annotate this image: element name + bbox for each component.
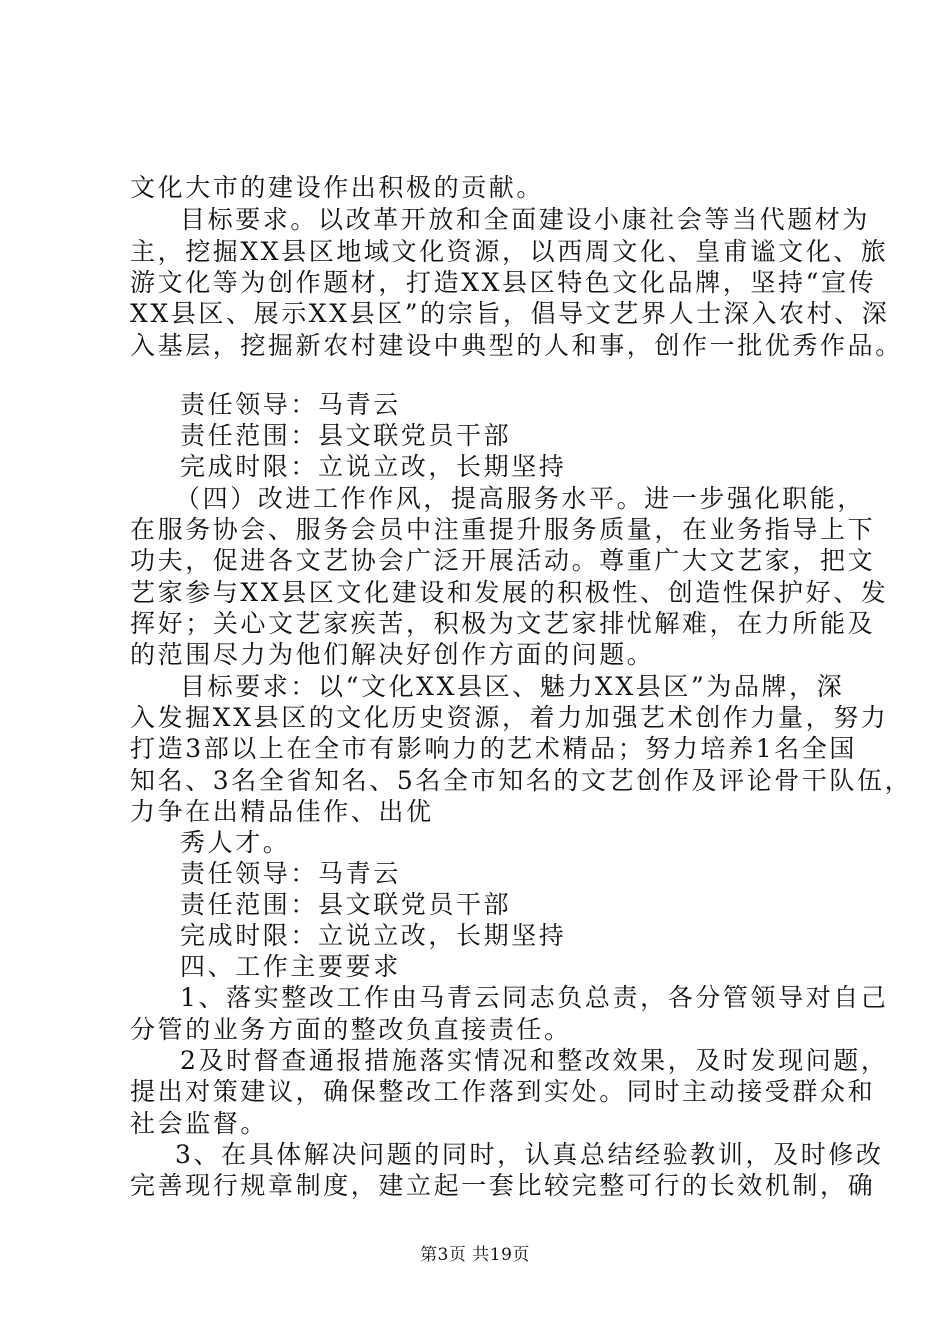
text-line: 主，挖掘XX县区地域文化资源，以西周文化、皇甫谧文化、旅 [130,237,889,266]
text-line: 文化大市的建设作出积极的贡献。 [130,173,545,202]
text-line: 社会监督。 [130,1109,269,1138]
text-line: 功夫，促进各文艺协会广泛开展活动。尊重广大文艺家，把文 [130,546,876,575]
text-line: 秀人才。 [180,828,291,857]
text-line: 入基层，挖掘新农村建设中典型的人和事，创作一批优秀作品。 [130,331,903,360]
text-line: 1、落实整改工作由马青云同志负总责，各分管领导对自己 [180,983,889,1012]
text-line: 分管的业务方面的整改负直接责任。 [130,1015,572,1044]
text-line: 提出对策建议，确保整改工作落到实处。同时主动接受群众和 [130,1077,876,1106]
text-line: 责任领导：马青云 [180,859,401,888]
page-footer: 第3页 共19页 [420,1245,530,1265]
text-line: 责任范围：县文联党员干部 [180,890,512,919]
section-heading: 四、工作主要要求 [180,952,401,981]
text-line: 挥好；关心文艺家疾苦，积极为文艺家排忧解难，在力所能及 [130,609,876,638]
text-line: 完善现行规章制度，建立起一套比较完整可行的长效机制，确 [130,1171,876,1200]
text-line: 3、在具体解决问题的同时，认真总结经验教训，及时修改 [175,1140,884,1169]
text-line: （四）改进工作作风，提高服务水平。进一步强化职能， [175,484,866,513]
text-line: 的范围尽力为他们解决好创作方面的问题。 [130,640,655,669]
text-line: 责任领导：马青云 [180,390,401,419]
text-line: 目标要求：以“文化XX县区、魅力XX县区”为品牌，深 [180,672,845,701]
text-line: XX县区、展示XX县区”的宗旨，倡导文艺界人士深入农村、深 [130,299,890,328]
text-line: 完成时限：立说立改，长期坚持 [180,921,567,950]
text-line: 知名、3名全省知名、5名全市知名的文艺创作及评论骨干队伍， [130,766,913,795]
text-line: 力争在出精品佳作、出优 [130,797,434,826]
text-line: 艺家参与XX县区文化建设和发展的积极性、创造性保护好、发 [130,578,889,607]
text-line: 2及时督查通报措施落实情况和整改效果，及时发现问题， [180,1046,889,1075]
text-line: 游文化等为创作题材，打造XX县区特色文化品牌，坚持“宣传 [130,268,877,297]
text-line: 打造3部以上在全市有影响力的艺术精品；努力培养1名全国 [130,734,858,763]
text-line: 入发掘XX县区的文化历史资源，着力加强艺术创作力量，努力 [130,703,889,732]
text-line: 责任范围：县文联党员干部 [180,421,512,450]
text-line: 在服务协会、服务会员中注重提升服务质量，在业务指导上下 [130,515,876,544]
text-line: 完成时限：立说立改，长期坚持 [180,452,567,481]
text-line: 目标要求。以改革开放和全面建设小康社会等当代题材为 [180,205,871,234]
